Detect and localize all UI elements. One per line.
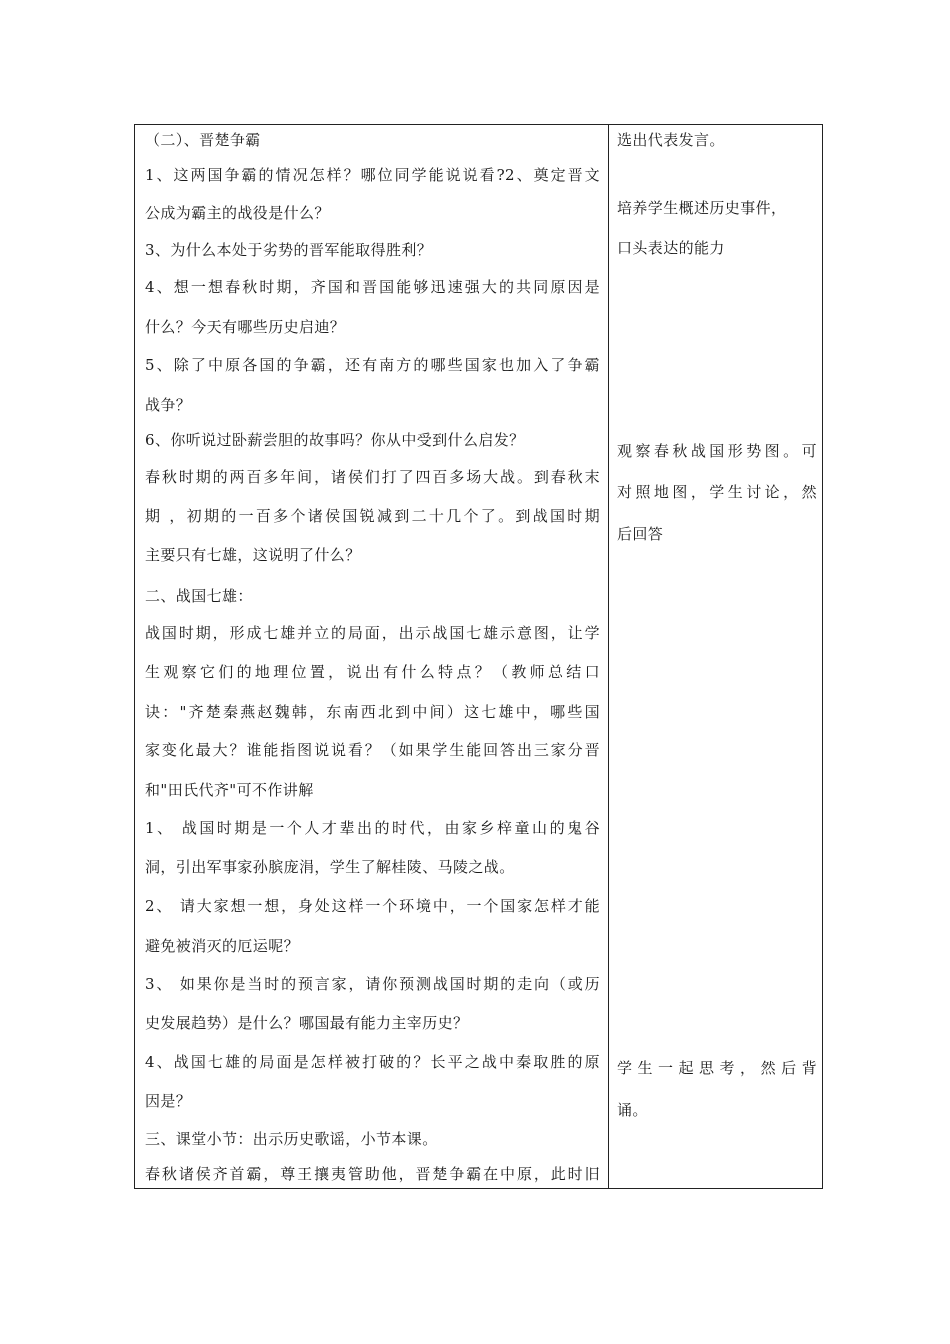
text-line: 口头表达的能力 bbox=[617, 239, 725, 257]
text-line: 6、你听说过卧薪尝胆的故事吗？你从中受到什么启发？ bbox=[145, 431, 525, 449]
text-line: 观察春秋战国形势图。可 bbox=[617, 442, 817, 460]
text-line: 战国时期，形成七雄并立的局面，出示战国七雄示意图，让学 bbox=[145, 624, 600, 642]
text-line: 家变化最大？谁能指图说说看？（如果学生能回答出三家分晋 bbox=[145, 741, 600, 759]
text-line: 期 ，初期的一百多个诸侯国锐减到二十几个了。到战国时期 bbox=[145, 507, 600, 525]
text-line: 生观察它们的地理位置，说出有什么特点？（教师总结口 bbox=[145, 663, 600, 681]
text-line: 春秋诸侯齐首霸，尊王攘夷管助他，晋楚争霸在中原，此时旧 bbox=[145, 1165, 600, 1183]
text-line: 主要只有七雄，这说明了什么？ bbox=[145, 546, 361, 564]
text-line: 4、想一想春秋时期，齐国和晋国能够迅速强大的共同原因是 bbox=[145, 278, 600, 296]
text-line: 2、 请大家想一想，身处这样一个环境中，一个国家怎样才能 bbox=[145, 897, 600, 915]
text-line: 培养学生概述历史事件， bbox=[617, 199, 787, 217]
text-line: 因是？ bbox=[145, 1092, 192, 1110]
text-line: 对照地图，学生讨论，然 bbox=[617, 483, 817, 501]
text-line: 什么？今天有哪些历史启迪？ bbox=[145, 318, 346, 336]
teaching-content-column bbox=[145, 125, 600, 1188]
text-line: 4、战国七雄的局面是怎样被打破的？长平之战中秦取胜的原 bbox=[145, 1053, 600, 1071]
text-line: 战争？ bbox=[145, 396, 192, 414]
text-line: 选出代表发言。 bbox=[617, 131, 725, 149]
text-line: 后回答 bbox=[617, 525, 664, 543]
text-line: 诀："齐楚秦燕赵魏韩，东南西北到中间）这七雄中，哪些国 bbox=[145, 703, 600, 721]
text-line: 诵。 bbox=[617, 1101, 648, 1119]
text-line: 洞，引出军事家孙膑庞涓，学生了解桂陵、马陵之战。 bbox=[145, 858, 515, 876]
text-line: 公成为霸主的战役是什么？ bbox=[145, 204, 330, 222]
text-line: 二、战国七雄： bbox=[145, 587, 253, 605]
text-line: 1、这两国争霸的情况怎样？哪位同学能说说看?2、奠定晋文 bbox=[145, 166, 600, 184]
text-line: 3、 如果你是当时的预言家，请你预测战国时期的走向（或历 bbox=[145, 975, 600, 993]
text-line: 1、 战国时期是一个人才辈出的时代，由家乡梓童山的鬼谷 bbox=[145, 819, 600, 837]
text-line: 和"田氏代齐"可不作讲解 bbox=[145, 781, 314, 799]
column-divider bbox=[608, 125, 609, 1188]
lesson-table bbox=[134, 124, 823, 1189]
text-line: 三、课堂小节：出示历史歌谣，小节本课。 bbox=[145, 1130, 438, 1148]
text-line: 5、除了中原各国的争霸，还有南方的哪些国家也加入了争霸 bbox=[145, 356, 600, 374]
text-line: 史发展趋势）是什么？哪国最有能力主宰历史？ bbox=[145, 1014, 469, 1032]
text-line: 避免被消灭的厄运呢？ bbox=[145, 937, 300, 955]
text-line: （二）、晋楚争霸 bbox=[145, 131, 261, 149]
text-line: 学生一起思考，然后背 bbox=[617, 1059, 817, 1077]
text-line: 春秋时期的两百多年间，诸侯们打了四百多场大战。到春秋末 bbox=[145, 468, 600, 486]
text-line: 3、为什么本处于劣势的晋军能取得胜利？ bbox=[145, 241, 433, 259]
student-activity-column bbox=[617, 125, 817, 1188]
